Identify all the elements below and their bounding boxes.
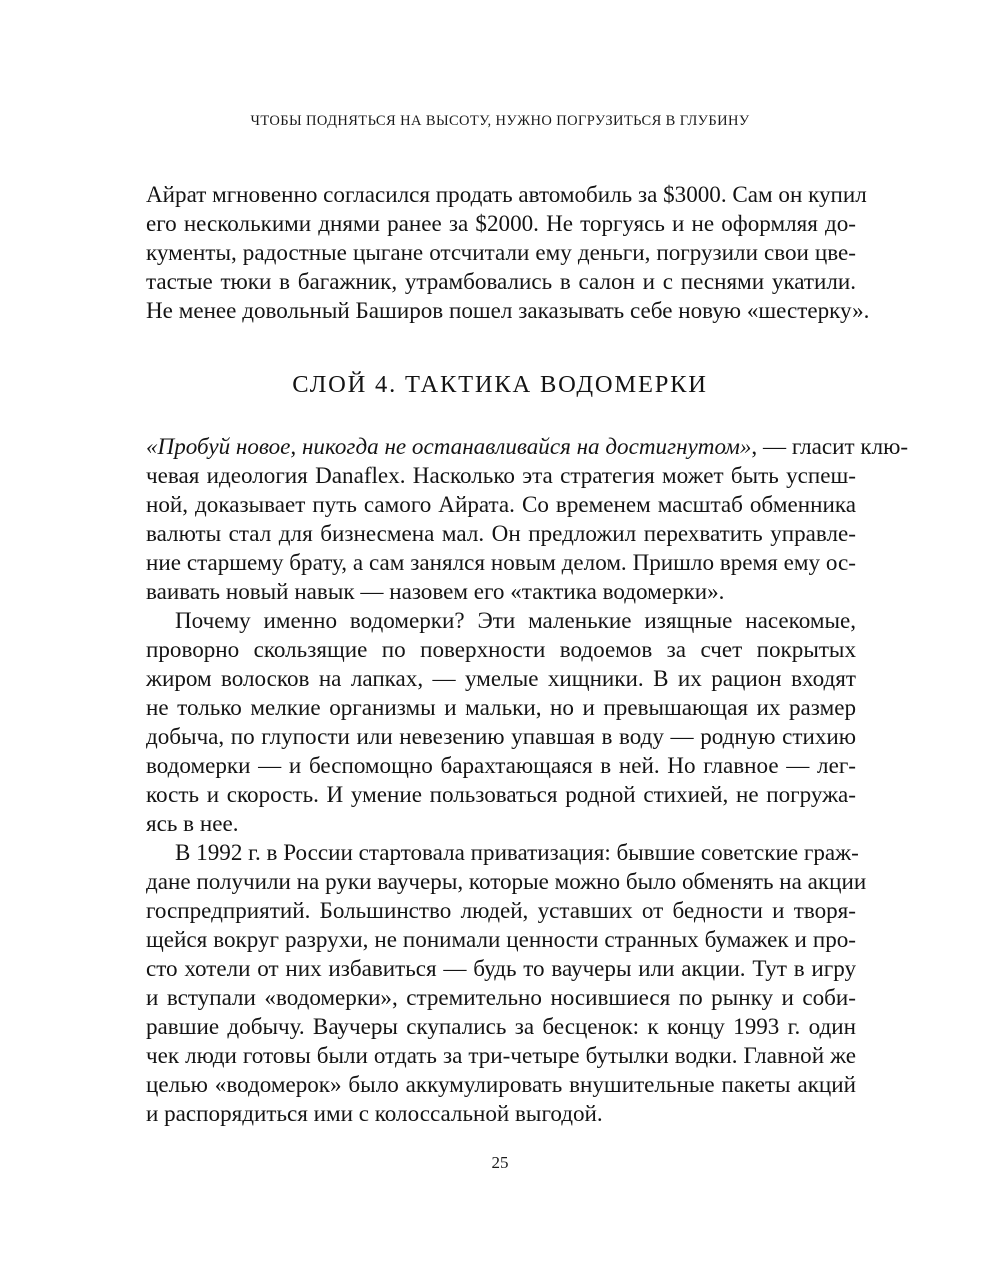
text-line: добыча, по глупости или невезению упавшая в воду — родную стихию <box>146 723 856 749</box>
text-line: ясь в нее. <box>146 810 239 836</box>
text-line: щейся вокруг разрухи, не понимали ценности странных бумажек и про- <box>146 926 856 952</box>
text-line: госпредприятий. Большинство людей, уставших от бедности и творя- <box>146 897 856 923</box>
quote: «Пробуй новое, никогда не останавливайся на достигнутом» <box>146 433 752 459</box>
paragraph-4 <box>146 838 867 1128</box>
paragraph-2 <box>146 432 909 606</box>
text-line: чевая идеология Danaflex. Насколько эта стратегия может быть успеш- <box>146 462 856 488</box>
page-number: 25 <box>491 1153 509 1172</box>
text-line: не только мелкие организмы и мальки, но и превышающая их размер <box>146 694 856 720</box>
text-line: проворно скользящие по поверхности водоемов за счет покрытых <box>146 636 856 662</box>
text-line: целью «водомерок» было аккумулировать внушительные пакеты акций <box>146 1071 856 1097</box>
text-line: Айрат мгновенно согласился продать автомобиль за $3000. Сам он купил <box>146 181 867 207</box>
text-line <box>146 432 909 461</box>
section-heading: СЛОЙ 4. ТАКТИКА ВОДОМЕРКИ <box>292 371 708 398</box>
text-line: и распорядиться ими с колоссальной выгодой. <box>146 1100 603 1126</box>
running-head: ЧТОБЫ ПОДНЯТЬСЯ НА ВЫСОТУ, НУЖНО ПОГРУЗИТЬСЯ В ГЛУБИНУ <box>250 113 750 129</box>
paragraph-3 <box>146 606 856 838</box>
text-line: и вступали «водомерки», стремительно носившиеся по рынку и соби- <box>146 984 856 1010</box>
text-line: водомерки — и беспомощно барахтающаяся в ней. Но главное — лег- <box>146 752 856 778</box>
text-line: ной, доказывает путь самого Айрата. Со временем масштаб обменника <box>146 491 856 517</box>
text-line: равшие добычу. Ваучеры скупались за бесценок: к концу 1993 г. один <box>146 1013 856 1039</box>
text-line: Почему именно водомерки? Эти маленькие изящные насекомые, <box>175 607 856 633</box>
text-line: кументы, радостные цыгане отсчитали ему деньги, погрузили свои цве- <box>146 239 856 265</box>
text-line: Не менее довольный Баширов пошел заказывать себе новую «шестерку». <box>146 297 870 323</box>
text-line: кость и скорость. И умение пользоваться родной стихией, не погружа- <box>146 781 856 807</box>
text-line: тастые тюки в багажник, утрамбовались в салон и с песнями укатили. <box>146 268 856 294</box>
text-line: сто хотели от них избавиться — будь то ваучеры или акции. Тут в игру <box>146 955 856 981</box>
text-line: ние старшему брату, а сам занялся новым делом. Пришло время ему ос- <box>146 549 856 575</box>
quote-tail: , — гласит клю- <box>751 433 909 459</box>
text-line: чек люди готовы были отдать за три-четыре бутылки водки. Главной же <box>146 1042 856 1068</box>
text-line: жиром волосков на лапках, — умелые хищники. В их рацион входят <box>146 665 856 691</box>
text-line: валюты стал для бизнесмена мал. Он предложил перехватить управле- <box>146 520 856 546</box>
text-line: дане получили на руки ваучеры, которые можно было обменять на акции <box>146 868 867 894</box>
text-line: ваивать новый навык — назовем его «тактика водомерки». <box>146 578 725 604</box>
text-line: В 1992 г. в России стартовала приватизация: бывшие советские граж- <box>175 839 859 865</box>
paragraph-1 <box>146 180 870 325</box>
body-text <box>146 432 909 1128</box>
text-line: его несколькими днями ранее за $2000. Не торгуясь и не оформляя до- <box>146 210 856 236</box>
